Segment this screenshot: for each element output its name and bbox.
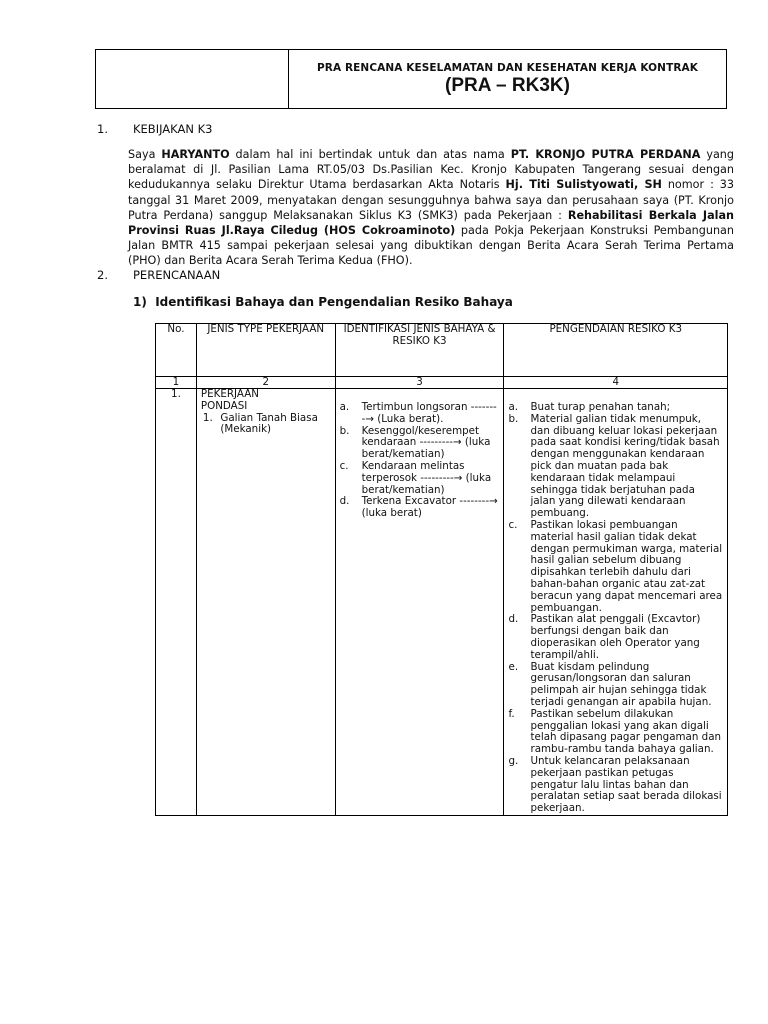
header-logo-cell xyxy=(96,50,289,108)
signatory-name: HARYANTO xyxy=(161,148,230,161)
header-title: (PRA – RK3K) xyxy=(445,75,570,96)
list-item xyxy=(508,614,723,661)
header-hazard: IDENTIFIKASI JENIS BAHAYA & RESIKO K3 xyxy=(335,324,504,377)
list-letter: b. xyxy=(339,424,350,437)
header-control: PENGENDAIAN RESIKO K3 xyxy=(504,324,728,377)
list-item xyxy=(340,496,500,520)
header-no: No. xyxy=(156,324,197,377)
list-item xyxy=(508,662,723,709)
list-text: Pastikan lokasi pembuangan material hasil galian tidak dekat dengan permukiman warga, material hasil galian sebelum dibuang dipisahkan terlebih dahulu dari bahan-bahan organic atau zat-zat beracun yang dapat mencemari area pembuangan. xyxy=(530,518,723,614)
document-header xyxy=(95,49,727,109)
notary-name: Hj. Titi Sulistyowati, SH xyxy=(505,178,662,192)
index-cell: 4 xyxy=(504,377,728,389)
hazard-list xyxy=(340,402,500,520)
policy-text: dalam hal ini bertindak untuk dan atas nama xyxy=(229,148,511,161)
list-letter: d. xyxy=(508,613,519,626)
section-1-title: KEBIJAKAN K3 xyxy=(133,122,213,136)
list-item xyxy=(508,520,723,614)
subsection-heading xyxy=(133,295,513,309)
work-item-text: Galian Tanah Biasa (Mekanik) xyxy=(220,411,318,436)
section-2-title: PERENCANAAN xyxy=(133,268,221,282)
list-item xyxy=(340,461,500,496)
section-1-heading xyxy=(97,122,212,136)
list-letter: c. xyxy=(339,459,349,472)
policy-text: nomor : 33 tanggal 31 Maret 2009, menyatakan dengan sesungguhnya bahwa saya dan perusahaan saya (PT. Kronjo Putra Perdana) sanggup Melaksanakan Siklus K3 (SMK3) pada Pekerjaan : xyxy=(128,178,735,222)
section-1-number: 1. xyxy=(97,122,108,136)
list-letter: c. xyxy=(508,518,518,531)
table-index-row xyxy=(156,377,728,389)
policy-text: pada Pokja Pekerjaan Konstruksi Pembangunan Jalan BMTR 415 sampai pekerjaan selesai yang dibuktikan dengan Berita Acara Serah Terima Pertama (PHO) dan Berita Acara Serah Terima Kedua (FHO). xyxy=(128,224,734,268)
list-item xyxy=(508,414,723,520)
policy-text: yang beralamat di Jl. Pasilian Lama RT.05/03 Ds.Pasilian Kec. Kronjo Kabupaten Tangerang sesuai dengan kedudukannya selaku Direktur Utama berdasarkan Akta Notaris xyxy=(128,148,734,192)
header-subtitle: PRA RENCANA KESELAMATAN DAN KESEHATAN KERJA KONTRAK xyxy=(317,62,698,74)
row-number: 1. xyxy=(156,389,197,816)
control-cell xyxy=(504,389,728,816)
index-cell: 1 xyxy=(156,377,197,389)
list-letter: a. xyxy=(339,401,350,413)
list-text: Material galian tidak menumpuk, dan dibuang keluar lokasi pekerjaan pada saat kondisi kering/tidak basah dengan menggunakan kendaraan pick dan muatan pada bak kendaraan tidak melampaui sehingga tidak berjatuhan pada jalan yang dilewati kendaraan pembuang. xyxy=(530,412,720,520)
list-item xyxy=(508,709,723,756)
policy-text: Saya xyxy=(128,148,162,161)
list-letter: b. xyxy=(508,412,519,425)
section-2-heading xyxy=(97,268,220,282)
subsection-number: 1) xyxy=(133,295,147,309)
list-text: Kendaraan melintas terperosok ---------→ (luka berat/kematian) xyxy=(361,459,492,496)
policy-paragraph xyxy=(128,147,734,269)
list-item xyxy=(340,426,500,461)
list-letter: e. xyxy=(508,660,519,673)
header-title-cell xyxy=(289,50,726,108)
list-item xyxy=(508,756,723,815)
list-item xyxy=(340,402,500,426)
list-letter: a. xyxy=(508,401,519,413)
section-2-number: 2. xyxy=(97,268,108,282)
header-work-type: JENIS TYPE PEKERJAAN xyxy=(196,324,335,377)
work-title: PEKERJAAN PONDASI xyxy=(200,388,259,412)
list-letter: d. xyxy=(339,495,350,508)
table-header-row xyxy=(156,324,728,377)
list-text: Buat turap penahan tanah; xyxy=(530,401,671,413)
hazard-table xyxy=(155,323,728,816)
list-text: Tertimbun longsoran --------→ (Luka berat). xyxy=(361,401,497,425)
table-row xyxy=(156,389,728,816)
work-item xyxy=(203,413,331,437)
company-name: PT. KRONJO PUTRA PERDANA xyxy=(510,148,701,161)
control-list xyxy=(508,402,723,815)
list-letter: f. xyxy=(508,707,515,720)
list-text: Terkena Excavator --------→ (luka berat) xyxy=(361,495,498,520)
project-name: Rehabilitasi Berkala Jalan Provinsi Ruas Jl.Raya Ciledug (HOS Cokroaminoto) xyxy=(128,208,734,238)
list-text: Untuk kelancaran pelaksanaan pekerjaan pastikan petugas pengatur lalu lintas bahan dan peralatan setiap saat berada dilokasi pekerjaan. xyxy=(530,754,722,815)
index-cell: 2 xyxy=(196,377,335,389)
work-type-cell xyxy=(196,389,335,816)
list-text: Pastikan sebelum dilakukan penggalian lokasi yang akan digali telah dipasang pagar pengaman dan rambu-rambu tanda bahaya galian. xyxy=(530,707,722,756)
list-text: Pastikan alat penggali (Excavtor) berfungsi dengan baik dan dioperasikan oleh Operator yang terampil/ahli. xyxy=(530,613,701,661)
list-text: Buat kisdam pelindung gerusan/longsoran dan saluran pelimpah air hujan sehingga tidak terjadi genangan air apabila hujan. xyxy=(530,660,712,708)
list-text: Kesenggol/keserempet kendaraan ---------→ (luka berat/kematian) xyxy=(361,424,491,461)
work-item-number: 1. xyxy=(202,411,213,424)
index-cell: 3 xyxy=(335,377,504,389)
hazard-cell xyxy=(335,389,504,816)
list-letter: g. xyxy=(508,754,519,767)
subsection-title: Identifikasi Bahaya dan Pengendalian Resiko Bahaya xyxy=(155,295,513,309)
